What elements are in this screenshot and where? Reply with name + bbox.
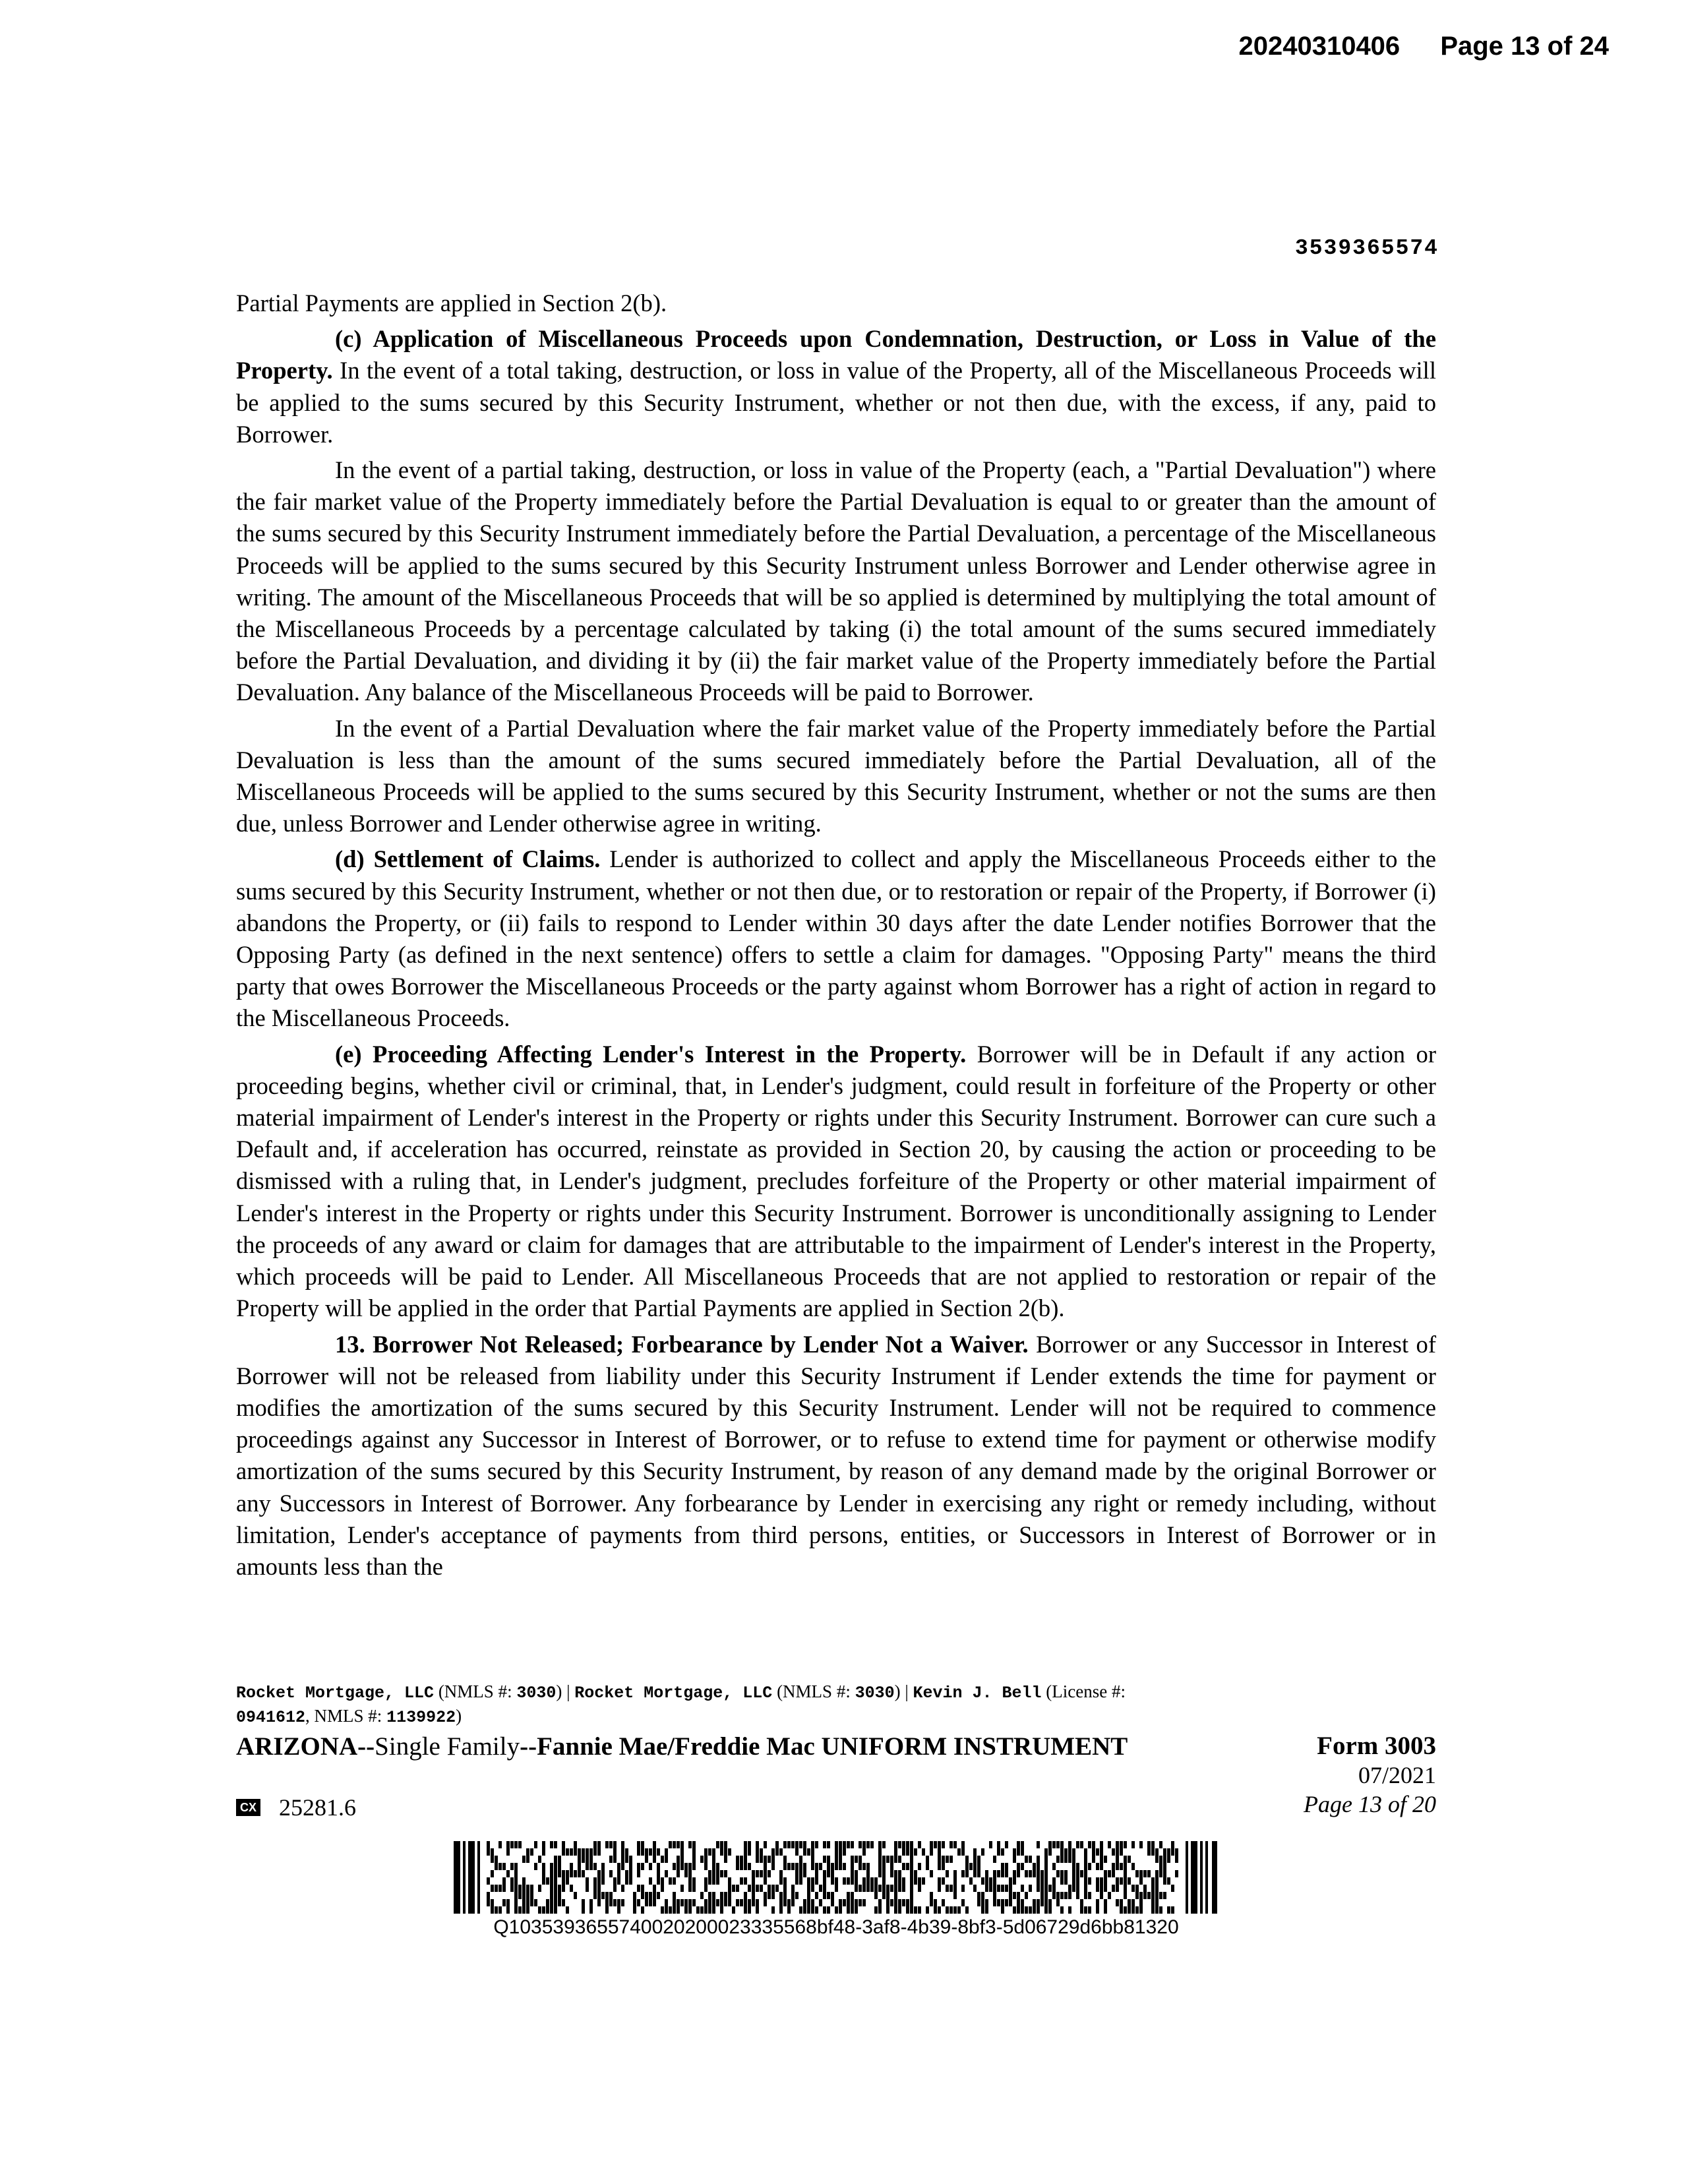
barcode-text: Q1035393655740020200023335568bf48-3af8-4b39-8bf3-5d06729d6bb81320: [493, 1916, 1179, 1938]
recording-page-label: Page 13 of 24: [1440, 32, 1609, 61]
section-12c-text: In the event of a total taking, destruction, or loss in value of the Property, all of the Miscellaneous Proceeds will be applied to the sums secured by this Security Instrument, whether or not then due, with the excess, if any, paid to Borrower.: [236, 357, 1436, 448]
section-12c: [236, 323, 1436, 450]
section-12c-less-than: In the event of a Partial Devaluation where the fair market value of the Property immediately before the Partial Devaluation is less than the amount of the sums secured immediately before the Partial Devaluation, all of the Miscellaneous Proceeds will be applied to the sums secured by this Security Instrument, whether or not the sums are then due, unless Borrower and Lender otherwise agree in writing.: [236, 714, 1436, 837]
document-version: 25281.6: [279, 1794, 357, 1821]
form-date: 07/2021: [1358, 1762, 1436, 1788]
recording-number: 20240310406: [1238, 32, 1401, 61]
section-12e: [236, 1039, 1436, 1325]
recording-header: [1205, 32, 1609, 61]
lender-name: Rocket Mortgage, LLC: [236, 1684, 435, 1703]
lender-license-line: Rocket Mortgage, LLC (NMLS #: 3030) | Rocket Mortgage, LLC (NMLS #: 3030) | Kevin J. Bell (License #: 0941612, NMLS #: 1139922): [236, 1682, 1126, 1727]
loan-officer-name: Kevin J. Bell: [913, 1684, 1042, 1703]
section-13-heading: 13. Borrower Not Released; Forbearance by Lender Not a Waiver.: [335, 1330, 1029, 1358]
loan-officer-license: 0941612: [236, 1708, 306, 1727]
section-12c-partial-devaluation: In the event of a partial taking, destruction, or loss in value of the Property (each, a "Partial Devaluation") where the fair market value of the Property immediately before the Partial Devaluation is equal to or greater than the amount of the sums secured by this Security Instrument immediately before the Partial Devaluation, a percentage of the Miscellaneous Proceeds will be applied to the sums secured by this Security Instrument unless Borrower and Lender otherwise agree in writing. The amount of the Miscellaneous Proceeds that will be so applied is determined by multiplying the total amount of the Miscellaneous Proceeds by a percentage calculated by taking (i) the total amount of the sums secured immediately before the Partial Devaluation, and dividing it by (ii) the fair market value of the Property immediately before the Partial Devaluation. Any balance of the Miscellaneous Proceeds will be paid to Borrower.: [236, 456, 1436, 706]
lender-nmls: 3030: [516, 1684, 557, 1703]
section-12e-text: Borrower will be in Default if any action or proceeding begins, whether civil or criminal, that, in Lender's judgment, could result in forfeiture of the Property or other material impairment of Lender's interest in the Property or rights under this Security Instrument. Borrower can cure such a Default and, if acceleration has occurred, reinstate as provided in Section 20, by causing the action or proceeding to be dismissed with a ruling that, in Lender's judgment, precludes forfeiture of the Property or other material impairment of Lender's interest in the Property or rights under this Security Instrument. Borrower is unconditionally assigning to Lender the proceeds of any award or claim for damages that are attributable to the impairment of Lender's interest in the Property, which proceeds will be paid to Lender. All Miscellaneous Proceeds that are not applied to restoration or repair of the Property will be applied in the order that Partial Payments are applied in Section 2(b).: [236, 1040, 1437, 1322]
form-number: Form 3003: [1317, 1732, 1436, 1760]
form-info: [1304, 1732, 1436, 1819]
page-footer: [236, 1680, 1436, 1819]
loan-officer-nmls: 1139922: [386, 1708, 456, 1727]
cx-logo-icon: CX: [236, 1799, 260, 1816]
barcode-icon: [454, 1841, 1219, 1914]
broker-name: Rocket Mortgage, LLC: [574, 1684, 773, 1703]
form-page: Page 13 of 20: [1304, 1791, 1436, 1817]
document-body: [236, 288, 1436, 1587]
section-12d-text: Lender is authorized to collect and apply the Miscellaneous Proceeds either to the sums secured by this Security Instrument, whether or not then due, or to restoration or repair of the Property, if Borrower (i) abandons the Property, or (ii) fails to respond to Lender within 30 days after the date Lender notifies Borrower that the Opposing Party (as defined in the next sentence) offers to settle a claim for damages. "Opposing Party" means the third party that owes Borrower the Miscellaneous Proceeds or the party against whom Borrower has a right of action in regard to the Miscellaneous Proceeds.: [236, 845, 1436, 1032]
loan-number: 3539365574: [1294, 236, 1439, 260]
form-title-row: [236, 1732, 1436, 1819]
broker-nmls: 3030: [855, 1684, 895, 1703]
section-12c-heading: (c) Application of Miscellaneous Proceeds upon Condemnation, Destruction, or Loss in Value of the Property.: [236, 325, 1436, 384]
document-id: [236, 1794, 356, 1821]
section-13: [236, 1329, 1436, 1583]
section-12e-heading: (e) Proceeding Affecting Lender's Interest in the Property.: [335, 1040, 967, 1068]
paragraph-continuation: Partial Payments are applied in Section 2(b).: [236, 289, 667, 317]
section-12d-heading: (d) Settlement of Claims.: [335, 845, 601, 873]
section-12d: [236, 843, 1436, 1034]
form-title: ARIZONA--Single Family--Fannie Mae/Freddie Mac UNIFORM INSTRUMENT: [236, 1732, 1128, 1761]
section-13-text: Borrower or any Successor in Interest of Borrower will not be released from liability under this Security Instrument if Lender extends the time for payment or modifies the amortization of the sums secured by this Security Instrument. Lender will not be required to commence proceedings against any Successor in Interest of Borrower, or to refuse to extend time for payment or otherwise modify amortization of the sums secured by this Security Instrument, by reason of any demand made by the original Borrower or any Successors in Interest of Borrower. Any forbearance by Lender in exercising any right or remedy including, without limitation, Lender's acceptance of payments from third persons, entities, or Successors in Interest of Borrower or in amounts less than the: [236, 1330, 1436, 1580]
